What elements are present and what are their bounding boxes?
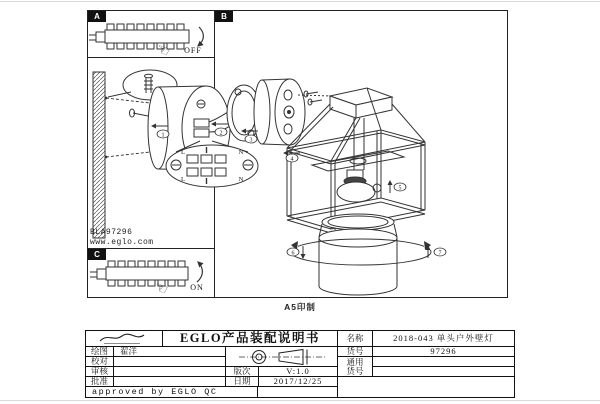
date-value: 2017/12/25	[259, 377, 338, 387]
version-label: 版次	[226, 367, 259, 377]
projection-symbol-cell	[226, 347, 338, 367]
callout-3	[245, 135, 257, 144]
right-bottom-empty-cell	[338, 377, 514, 397]
row-value-draw: 翟洋	[114, 347, 226, 357]
common-no-value-1	[373, 357, 514, 367]
print-format-note: A5印制	[284, 302, 316, 312]
terminal-label-l2: L	[181, 176, 185, 183]
off-rotation-arrow	[198, 27, 203, 46]
approved-stamp: approved by EGLO QC	[86, 387, 258, 397]
glass-shade	[288, 214, 434, 295]
title-block	[85, 330, 515, 398]
callout-4	[286, 154, 298, 163]
svg-text:3: 3	[249, 137, 253, 144]
callout-5	[394, 183, 406, 192]
terminal-strip-c	[90, 261, 188, 286]
svg-text:2: 2	[219, 130, 223, 137]
svg-text:5: 5	[398, 185, 402, 192]
item-no-label: 货号	[338, 347, 373, 357]
row-label-check: 校对	[86, 357, 114, 367]
eglo-script-logo-icon	[94, 332, 154, 346]
callout-7	[434, 248, 446, 257]
common-no-label: 通用货号	[338, 357, 373, 377]
callout-6	[287, 248, 299, 257]
name-value: 2018-043 单头户外壁灯	[373, 331, 514, 347]
svg-text:4: 4	[290, 156, 294, 163]
row-value-review	[114, 367, 226, 377]
version-value: V:1.0	[259, 367, 338, 377]
callout-1	[157, 130, 169, 139]
row-label-draw: 绘图	[86, 347, 114, 357]
terminal-label-n2: N	[238, 176, 244, 183]
website-url: www.eglo.com	[90, 238, 154, 247]
panel-a-tab: A	[88, 11, 106, 22]
first-angle-projection-icon	[237, 348, 327, 366]
panel-c-tab: C	[88, 249, 106, 260]
on-rotation-arrow	[197, 262, 202, 282]
svg-text:1: 1	[161, 132, 165, 139]
common-no-value-2	[373, 367, 514, 377]
eglo-logo	[86, 331, 163, 347]
callout-2	[215, 128, 227, 137]
row-value-approve	[114, 377, 226, 387]
row-label-review: 审核	[86, 367, 114, 377]
item-no-value: 97296	[373, 347, 514, 357]
panel-b-tab: B	[215, 11, 233, 22]
approved-empty-cell	[258, 387, 338, 397]
mounting-plate	[254, 79, 330, 146]
off-label: OFF	[184, 46, 202, 55]
terminal-strip-a	[89, 24, 189, 49]
lantern-fixture	[287, 88, 425, 233]
hand-pointer-icon: ☜	[151, 279, 171, 300]
hand-pointer-icon: ☜	[153, 41, 173, 62]
svg-text:6: 6	[291, 250, 295, 257]
terminal-label-n1: N	[238, 149, 244, 156]
terminal-label-l1: L	[181, 149, 185, 156]
product-code: BLA97296	[90, 228, 133, 237]
row-value-check	[114, 357, 226, 367]
sheet-title: EGLO产品装配说明书	[163, 331, 338, 347]
name-label: 名称	[338, 331, 373, 347]
on-label: ON	[190, 283, 204, 292]
date-label: 日期	[226, 377, 259, 387]
svg-text:7: 7	[438, 250, 442, 257]
row-label-approve: 批准	[86, 377, 114, 387]
